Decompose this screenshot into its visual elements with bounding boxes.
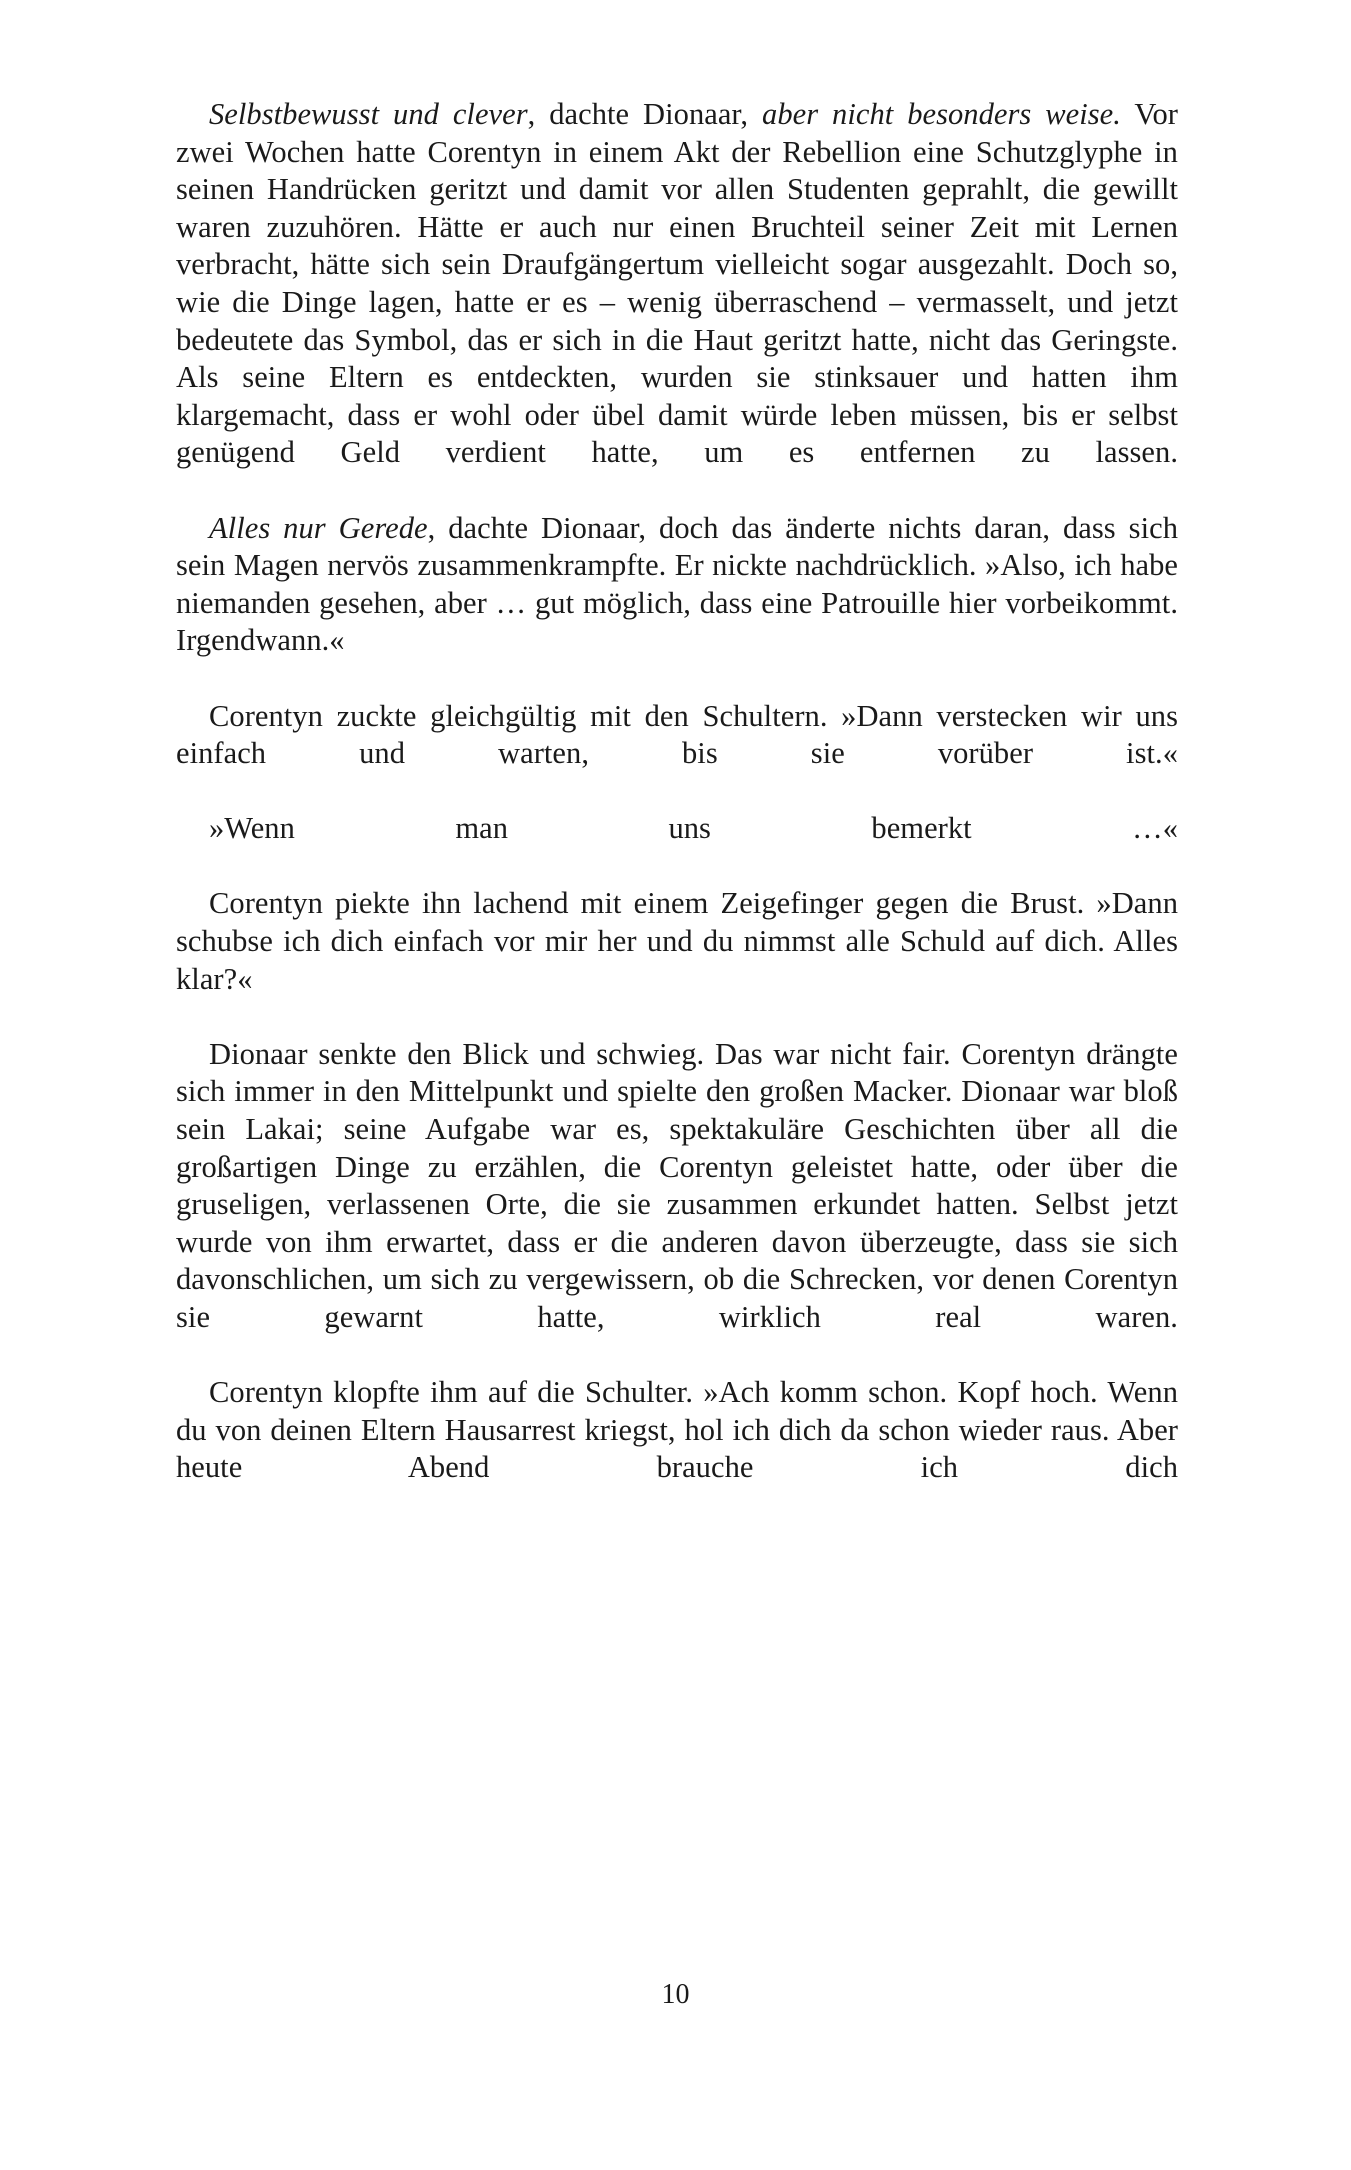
paragraph bbox=[176, 96, 1178, 510]
page-number: 10 bbox=[661, 1979, 690, 2010]
italic-run: aber nicht besonders weise. bbox=[762, 97, 1121, 131]
text-run: , dachte Dionaar, bbox=[527, 97, 763, 131]
italic-run: Selbstbewusst und clever bbox=[209, 97, 528, 131]
text-run: Vor zwei Wochen hatte Corentyn in einem Akt der Rebellion eine Schutzglyphe in seinen Handrücken geritzt und damit vor allen Studenten geprahlt, die gewillt waren zuzuhören. Hätte er auch nur einen Bruchteil seiner Zeit mit Lernen verbracht, hätte sich sein Draufgängertum vielleicht sogar ausgezahlt. Doch so, wie die Dinge lagen, hatte er es – wenig überraschend – vermasselt, und jetzt bedeutete das Symbol, das er sich in die Haut geritzt hatte, nicht das Geringste. Als seine Eltern es entdeckten, wurden sie stinksauer und hatten ihm klargemacht, dass er wohl oder übel damit würde leben müssen, bis er selbst genügend Geld verdient hatte, um es entfernen zu lassen. bbox=[176, 97, 1178, 470]
text-run: »Wenn man uns bemerkt …« bbox=[209, 811, 1178, 846]
paragraph bbox=[176, 1036, 1178, 1374]
italic-run: Alles nur Gerede bbox=[209, 510, 428, 545]
text-run: Dionaar senkte den Blick und schwieg. Das war nicht fair. Corentyn drängte sich immer in den Mittelpunkt und spielte den großen Macker. Dionaar war bloß sein Lakai; seine Aufgabe war es, spektakuläre Geschichten über all die großartigen Dinge zu erzählen, die Corentyn geleistet hatte, oder über die gruseligen, verlassenen Orte, die sie zusammen erkundet hatten. Selbst jetzt wurde von ihm erwartet, dass er die anderen davon überzeugte, dass sie sich davonschlichen, um sich zu vergewissern, ob die Schrecken, vor denen Corentyn sie gewarnt hatte, wirklich real waren. bbox=[176, 1036, 1178, 1334]
paragraph bbox=[176, 1374, 1178, 1524]
text-run: Corentyn piekte ihn lachend mit einem Zeigefinger gegen die Brust. »Dann schubse ich dich einfach vor mir her und du nimmst alle Schuld auf dich. Alles klar?« bbox=[176, 886, 1178, 996]
paragraph bbox=[176, 810, 1178, 885]
text-run: Corentyn zuckte gleichgültig mit den Schultern. »Dann verstecken wir uns einfach und warten, bis sie vorüber ist.« bbox=[176, 698, 1178, 771]
paragraph bbox=[176, 698, 1178, 811]
paragraph-list bbox=[176, 96, 1178, 1525]
text-run: Corentyn klopfte ihm auf die Schulter. »Ach komm schon. Kopf hoch. Wenn du von deinen Eltern Hausarrest kriegst, hol ich dich da schon wieder raus. Aber heute Abend brauche ich dich bbox=[176, 1375, 1178, 1485]
paragraph bbox=[176, 510, 1178, 698]
text-run: , dachte Dionaar, doch das änderte nichts daran, dass sich sein Magen nervös zusammenkrampfte. Er nickte nachdrücklich. »Also, ich habe niemanden gesehen, aber … gut möglich, dass eine Patrouille hier vorbeikommt. Irgendwann.« bbox=[176, 510, 1178, 658]
paragraph bbox=[176, 885, 1178, 1035]
body-text-block bbox=[176, 96, 1178, 1525]
